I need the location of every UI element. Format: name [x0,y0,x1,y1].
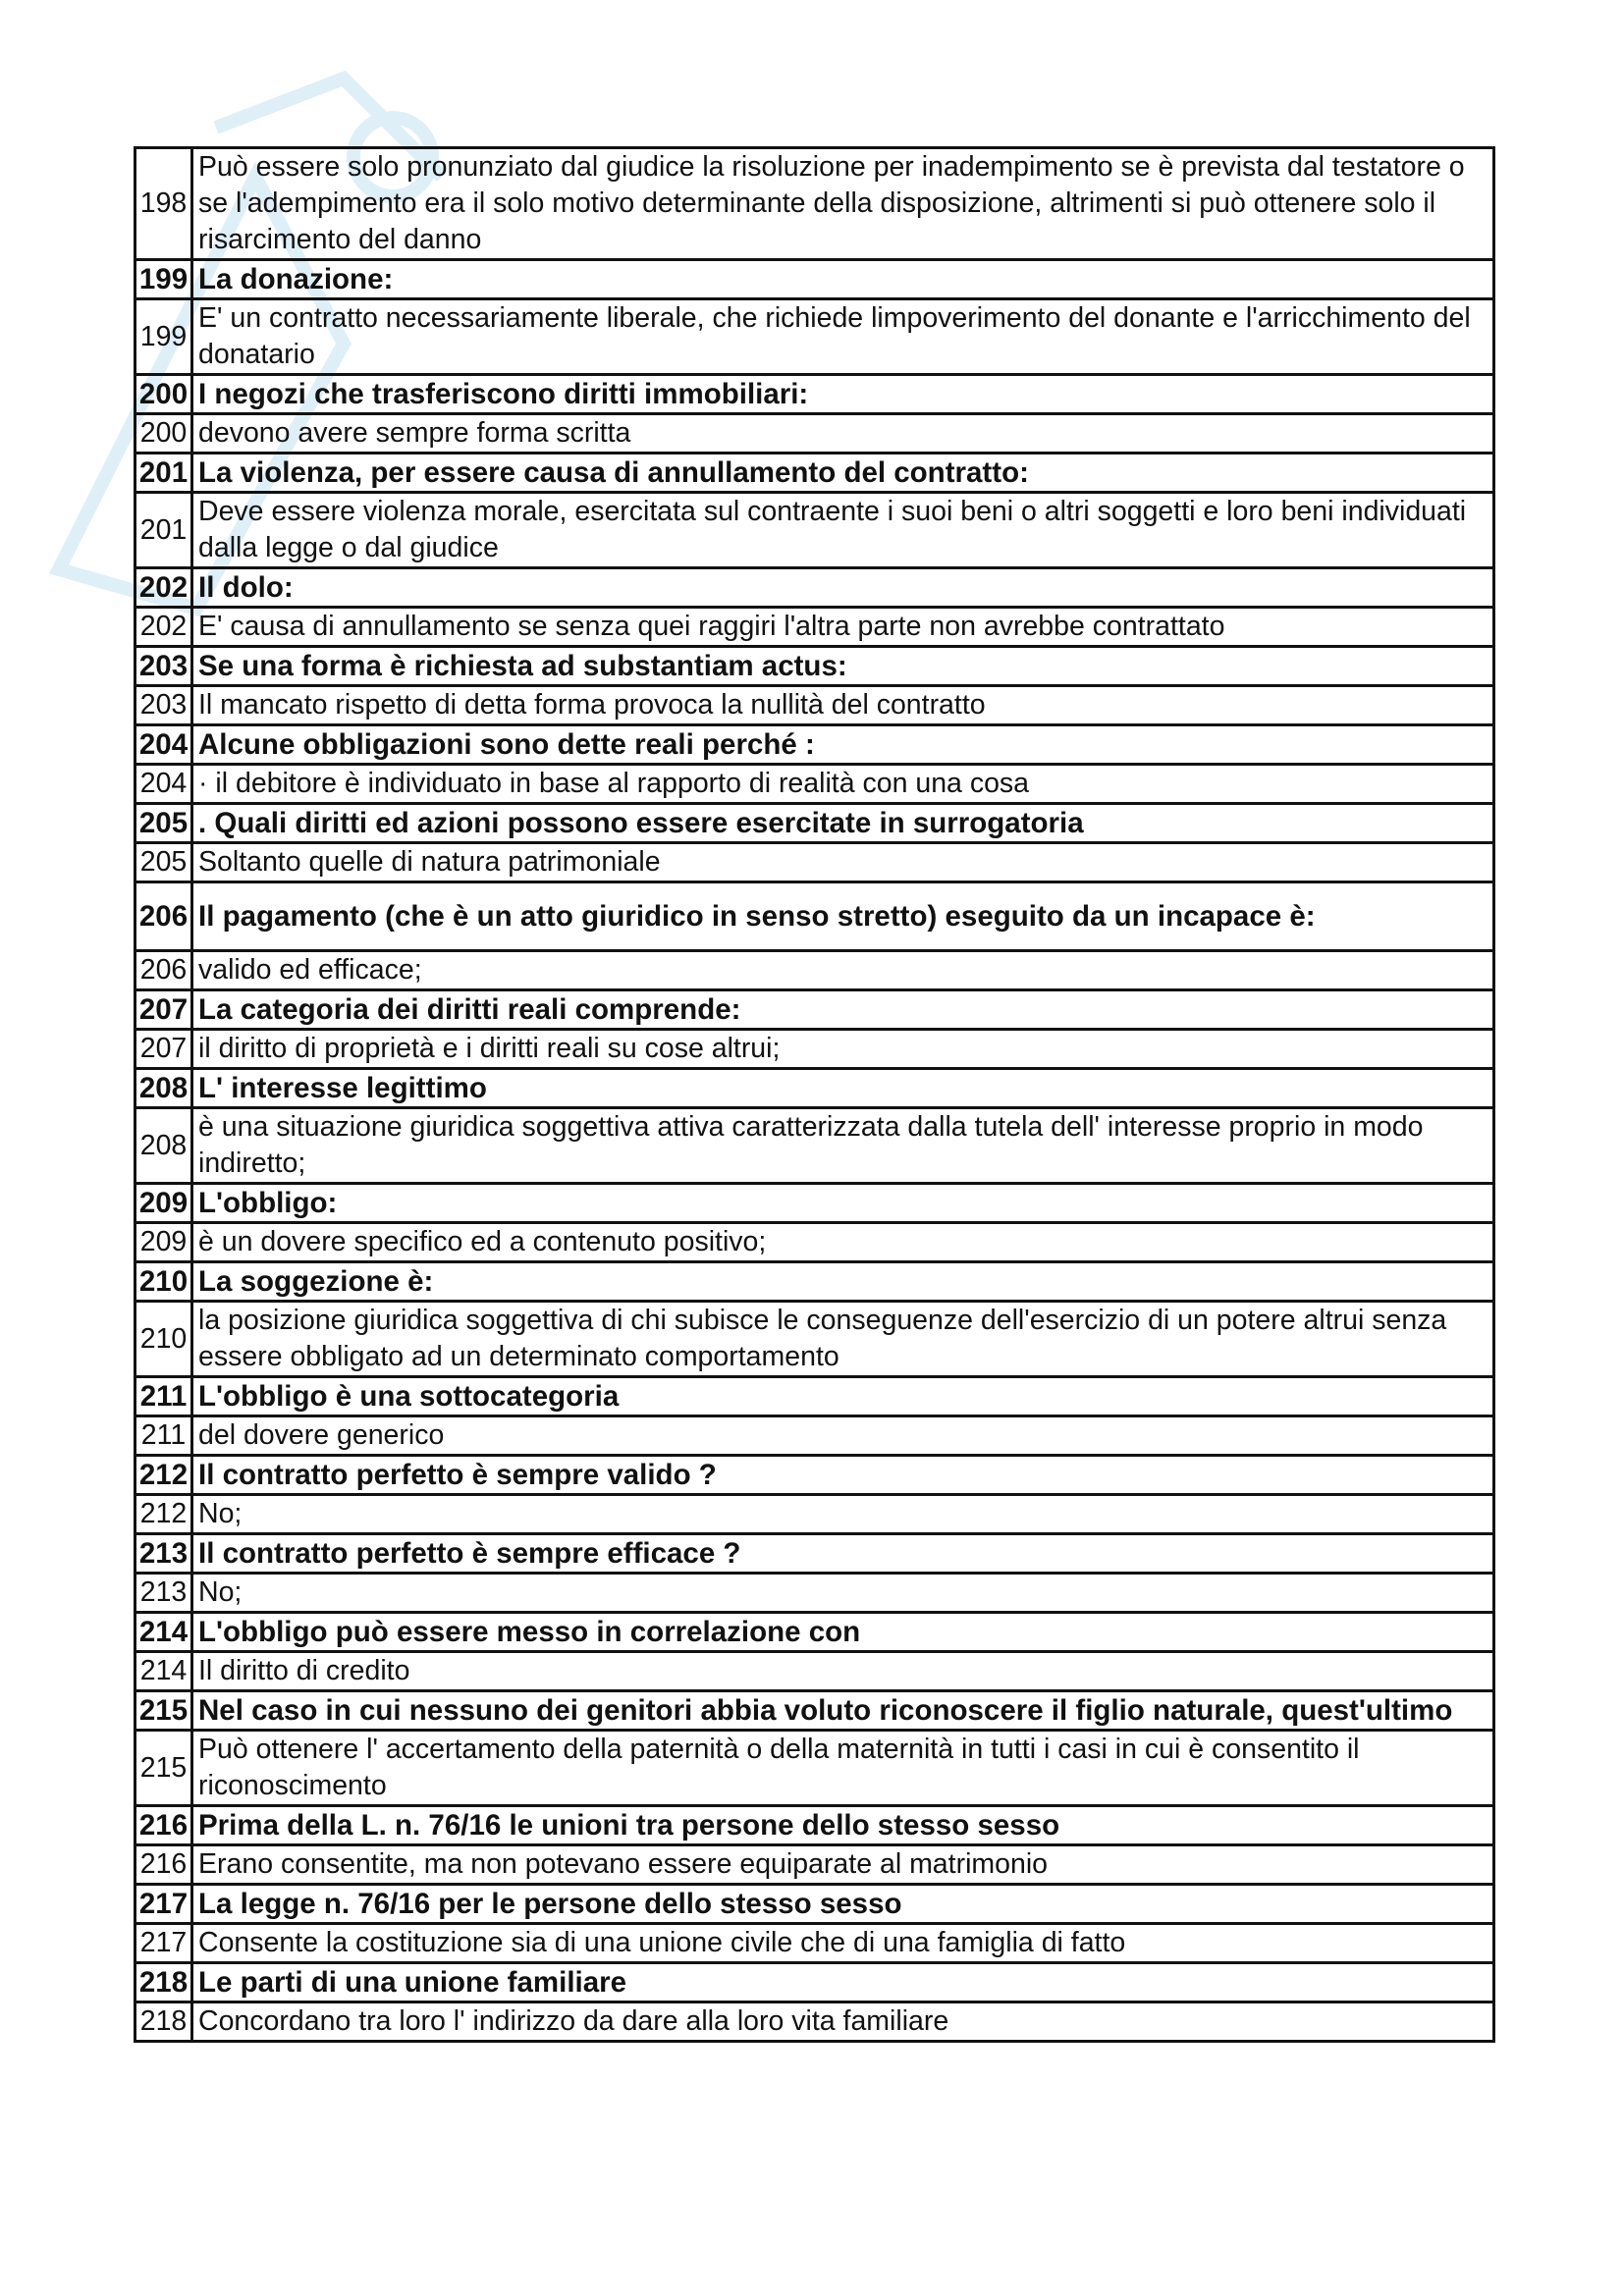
row-number: 214 [135,1613,192,1652]
question-row [135,647,1494,686]
question-row [135,1885,1494,1924]
row-number: 202 [135,608,192,647]
row-number: 214 [135,1652,192,1691]
answer-row [135,299,1494,375]
answer-text: la posizione giuridica soggettiva di chi subisce le conseguenze dell'esercizio di un potere altrui senza essere obbligato ad un determinato comportamento [192,1302,1494,1377]
row-number: 207 [135,1030,192,1069]
question-row [135,1377,1494,1416]
answer-row [135,951,1494,990]
answer-text: Può essere solo pronunziato dal giudice la risoluzione per inadempimento se è prevista dal testatore o se l'adempimento era il solo motivo determinante della disposizione, altrimenti si può ottenere solo il risarcimento del danno [192,148,1494,260]
question-row [135,1613,1494,1652]
question-row [135,568,1494,608]
answer-text: E' causa di annullamento se senza quei raggiri l'altra parte non avrebbe contrattato [192,608,1494,647]
answer-row [135,1574,1494,1613]
question-text: La categoria dei diritti reali comprende: [192,990,1494,1030]
row-number: 200 [135,414,192,454]
answer-text: · il debitore è individuato in base al rapporto di realità con una cosa [192,765,1494,804]
question-row [135,804,1494,843]
row-number: 209 [135,1184,192,1223]
answer-row [135,493,1494,568]
row-number: 201 [135,454,192,493]
answer-text: è un dovere specifico ed a contenuto positivo; [192,1223,1494,1262]
answer-text: il diritto di proprietà e i diritti reali su cose altrui; [192,1030,1494,1069]
question-row [135,725,1494,765]
answer-text: è una situazione giuridica soggettiva attiva caratterizzata dalla tutela dell' interesse proprio in modo indiretto; [192,1108,1494,1184]
question-row [135,1456,1494,1495]
answer-row [135,2002,1494,2042]
answer-row [135,843,1494,882]
question-text: Prima della L. n. 76/16 le unioni tra persone dello stesso sesso [192,1806,1494,1845]
row-number: 209 [135,1223,192,1262]
answer-row [135,1030,1494,1069]
question-text: . Quali diritti ed azioni possono essere esercitate in surrogatoria [192,804,1494,843]
question-text: L'obbligo può essere messo in correlazione con [192,1613,1494,1652]
row-number: 204 [135,725,192,765]
answer-text: valido ed efficace; [192,951,1494,990]
row-number: 216 [135,1845,192,1885]
answer-text: No; [192,1495,1494,1534]
answer-text: Deve essere violenza morale, esercitata sul contraente i suoi beni o altri soggetti e loro beni individuati dalla legge o dal giudice [192,493,1494,568]
answer-row [135,1731,1494,1806]
row-number: 210 [135,1262,192,1302]
question-row [135,260,1494,299]
row-number: 207 [135,990,192,1030]
answer-row [135,1108,1494,1184]
question-text: La violenza, per essere causa di annullamento del contratto: [192,454,1494,493]
row-number: 204 [135,765,192,804]
question-text: L' interesse legittimo [192,1069,1494,1108]
question-text: L'obbligo è una sottocategoria [192,1377,1494,1416]
answer-text: devono avere sempre forma scritta [192,414,1494,454]
question-text: Il contratto perfetto è sempre valido ? [192,1456,1494,1495]
qa-table [134,146,1495,2043]
answer-text: Il mancato rispetto di detta forma provoca la nullità del contratto [192,686,1494,725]
row-number: 205 [135,804,192,843]
answer-row [135,1223,1494,1262]
answer-row [135,1652,1494,1691]
row-number: 213 [135,1574,192,1613]
row-number: 215 [135,1731,192,1806]
row-number: 212 [135,1495,192,1534]
question-row [135,375,1494,414]
row-number: 202 [135,568,192,608]
question-text: La soggezione è: [192,1262,1494,1302]
question-row [135,1691,1494,1731]
row-number: 217 [135,1885,192,1924]
answer-text: No; [192,1574,1494,1613]
row-number: 211 [135,1377,192,1416]
question-text: I negozi che trasferiscono diritti immobiliari: [192,375,1494,414]
row-number: 215 [135,1691,192,1731]
question-row [135,990,1494,1030]
question-text: La legge n. 76/16 per le persone dello stesso sesso [192,1885,1494,1924]
row-number: 201 [135,493,192,568]
answer-row [135,1495,1494,1534]
answer-row [135,1924,1494,1963]
answer-text: Erano consentite, ma non potevano essere equiparate al matrimonio [192,1845,1494,1885]
question-text: Nel caso in cui nessuno dei genitori abbia voluto riconoscere il figlio naturale, quest'ultimo [192,1691,1494,1731]
question-row [135,1534,1494,1574]
answer-row [135,765,1494,804]
row-number: 211 [135,1416,192,1456]
answer-row [135,686,1494,725]
answer-row [135,148,1494,260]
row-number: 199 [135,260,192,299]
answer-text: Soltanto quelle di natura patrimoniale [192,843,1494,882]
row-number: 218 [135,1963,192,2002]
row-number: 213 [135,1534,192,1574]
row-number: 206 [135,951,192,990]
question-text: Le parti di una unione familiare [192,1963,1494,2002]
question-text: La donazione: [192,260,1494,299]
question-row [135,1806,1494,1845]
answer-text: Il diritto di credito [192,1652,1494,1691]
answer-row [135,414,1494,454]
row-number: 210 [135,1302,192,1377]
row-number: 206 [135,882,192,951]
question-text: Se una forma è richiesta ad substantiam actus: [192,647,1494,686]
question-text: Il contratto perfetto è sempre efficace ? [192,1534,1494,1574]
row-number: 205 [135,843,192,882]
question-row [135,454,1494,493]
answer-text: del dovere generico [192,1416,1494,1456]
answer-text: Può ottenere l' accertamento della paternità o della maternità in tutti i casi in cui è consentito il riconoscimento [192,1731,1494,1806]
answer-row [135,1416,1494,1456]
row-number: 208 [135,1108,192,1184]
answer-text: Consente la costituzione sia di una unione civile che di una famiglia di fatto [192,1924,1494,1963]
question-text: L'obbligo: [192,1184,1494,1223]
row-number: 199 [135,299,192,375]
question-text: Il pagamento (che è un atto giuridico in senso stretto) eseguito da un incapace è: [192,882,1494,951]
row-number: 216 [135,1806,192,1845]
answer-text: E' un contratto necessariamente liberale, che richiede limpoverimento del donante e l'arricchimento del donatario [192,299,1494,375]
row-number: 203 [135,686,192,725]
answer-row [135,1302,1494,1377]
row-number: 212 [135,1456,192,1495]
question-text: Il dolo: [192,568,1494,608]
question-row [135,1963,1494,2002]
row-number: 217 [135,1924,192,1963]
question-row [135,882,1494,951]
answer-row [135,608,1494,647]
answer-row [135,1845,1494,1885]
question-row [135,1262,1494,1302]
row-number: 200 [135,375,192,414]
row-number: 218 [135,2002,192,2042]
question-row [135,1184,1494,1223]
row-number: 203 [135,647,192,686]
row-number: 198 [135,148,192,260]
answer-text: Concordano tra loro l' indirizzo da dare alla loro vita familiare [192,2002,1494,2042]
row-number: 208 [135,1069,192,1108]
question-row [135,1069,1494,1108]
question-text: Alcune obbligazioni sono dette reali perché : [192,725,1494,765]
